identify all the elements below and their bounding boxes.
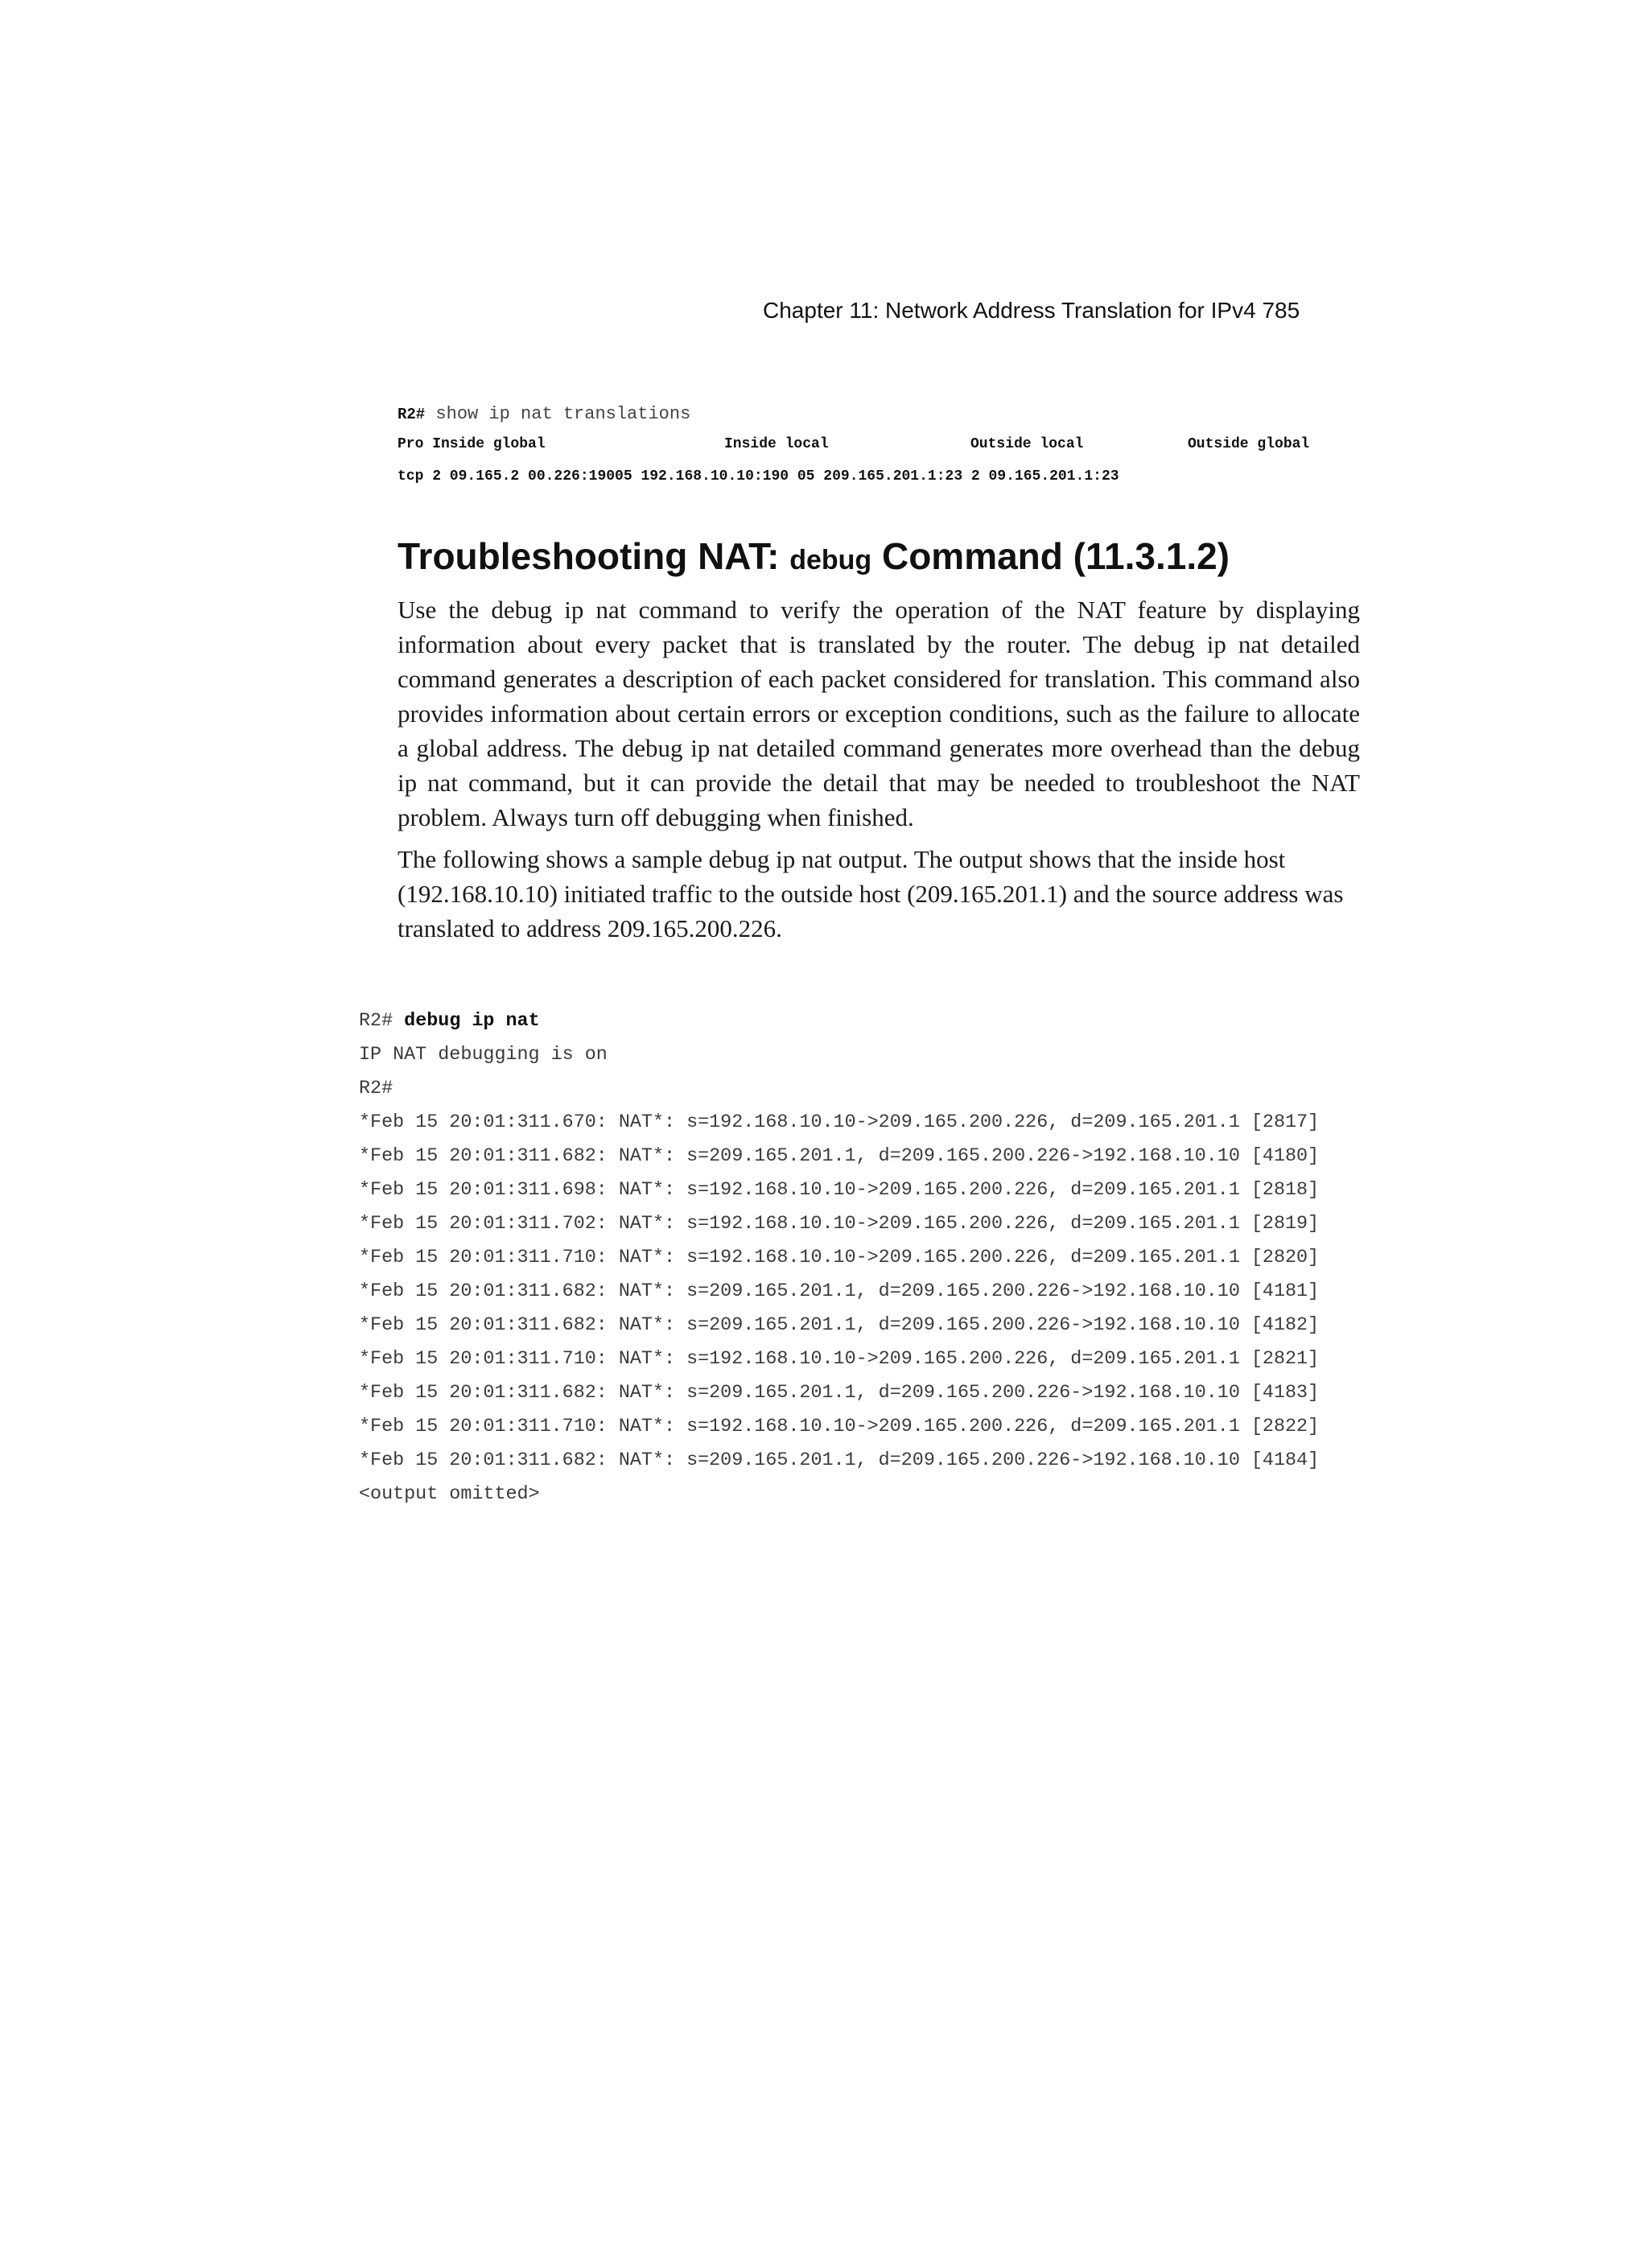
debug-log-line: *Feb 15 20:01:311.702: NAT*: s=192.168.10.10->209.165.200.226, d=209.165.201.1 [2819] bbox=[359, 1214, 1320, 1235]
router-prompt: R2# bbox=[359, 1078, 393, 1099]
debug-log-line: *Feb 15 20:01:311.698: NAT*: s=192.168.10.10->209.165.200.226, d=209.165.201.1 [2818] bbox=[359, 1180, 1320, 1201]
column-header: Pro Inside global bbox=[398, 436, 546, 452]
debug-command-line bbox=[359, 1004, 1469, 1038]
debug-log-line: *Feb 15 20:01:311.682: NAT*: s=209.165.201.1, d=209.165.200.226->192.168.10.10 [4181] bbox=[359, 1281, 1320, 1302]
output-omitted: <output omitted> bbox=[359, 1484, 540, 1505]
show-command: show ip nat translations bbox=[435, 404, 691, 424]
body-paragraph: Use the debug ip nat command to verify the operation of the NAT feature by displaying information about every packet that is translated by the router. The debug ip nat detailed command generates a description of each packet considered for translation. This command also provides information about certain errors or exception conditions, such as the failure to allocate a global address. The debug ip nat detailed command generates more overhead than the debug ip nat command, but it can provide the detail that may be needed to troubleshoot the NAT problem. Always turn off debugging when finished. bbox=[398, 596, 1360, 831]
router-prompt: R2# bbox=[359, 1011, 393, 1032]
title-suffix: Command (11.3.1.2) bbox=[871, 535, 1230, 577]
title-prefix: Troubleshooting NAT: bbox=[398, 535, 790, 577]
debug-log-line: *Feb 15 20:01:311.682: NAT*: s=209.165.201.1, d=209.165.200.226->192.168.10.10 [4182] bbox=[359, 1315, 1320, 1336]
running-header: Chapter 11: Network Address Translation for IPv4 785 bbox=[763, 298, 1300, 323]
debug-command: debug ip nat bbox=[404, 1011, 540, 1032]
debug-log-line: *Feb 15 20:01:311.682: NAT*: s=209.165.201.1, d=209.165.200.226->192.168.10.10 [4180] bbox=[359, 1146, 1320, 1167]
debug-log-line: *Feb 15 20:01:311.710: NAT*: s=192.168.10.10->209.165.200.226, d=209.165.201.1 [2822] bbox=[359, 1416, 1320, 1437]
debug-log-line: *Feb 15 20:01:311.710: NAT*: s=192.168.10.10->209.165.200.226, d=209.165.201.1 [2820] bbox=[359, 1247, 1320, 1268]
debug-output bbox=[359, 1004, 1469, 1511]
column-header: Inside local bbox=[724, 436, 829, 452]
nat-translations-output bbox=[398, 401, 1444, 493]
column-header: Outside global bbox=[1188, 436, 1310, 452]
translation-row: tcp 2 09.165.2 00.226:19005 192.168.10.10:190 05 209.165.201.1:23 2 09.165.201.1:23 bbox=[398, 468, 1119, 485]
column-header: Outside local bbox=[970, 436, 1084, 452]
translation-table-header bbox=[398, 428, 1444, 460]
debug-log-line: *Feb 15 20:01:311.682: NAT*: s=209.165.201.1, d=209.165.200.226->192.168.10.10 [4183] bbox=[359, 1383, 1320, 1404]
debug-log-line: *Feb 15 20:01:311.670: NAT*: s=192.168.10.10->209.165.200.226, d=209.165.201.1 [2817] bbox=[359, 1112, 1320, 1133]
title-code: debug bbox=[789, 545, 872, 575]
debug-log-line: *Feb 15 20:01:311.682: NAT*: s=209.165.201.1, d=209.165.200.226->192.168.10.10 [4184] bbox=[359, 1450, 1320, 1471]
body-paragraph: The following shows a sample debug ip nat output. The output shows that the inside host (192.168.10.10) initiated traffic to the outside host (209.165.201.1) and the source address was translated to address 209.165.200.226. bbox=[398, 845, 1344, 942]
router-prompt: R2# bbox=[398, 406, 426, 423]
debug-status-line: IP NAT debugging is on bbox=[359, 1045, 608, 1066]
section-title bbox=[398, 534, 1230, 578]
debug-log-line: *Feb 15 20:01:311.710: NAT*: s=192.168.10.10->209.165.200.226, d=209.165.201.1 [2821] bbox=[359, 1349, 1320, 1370]
show-command-line bbox=[398, 401, 1444, 428]
